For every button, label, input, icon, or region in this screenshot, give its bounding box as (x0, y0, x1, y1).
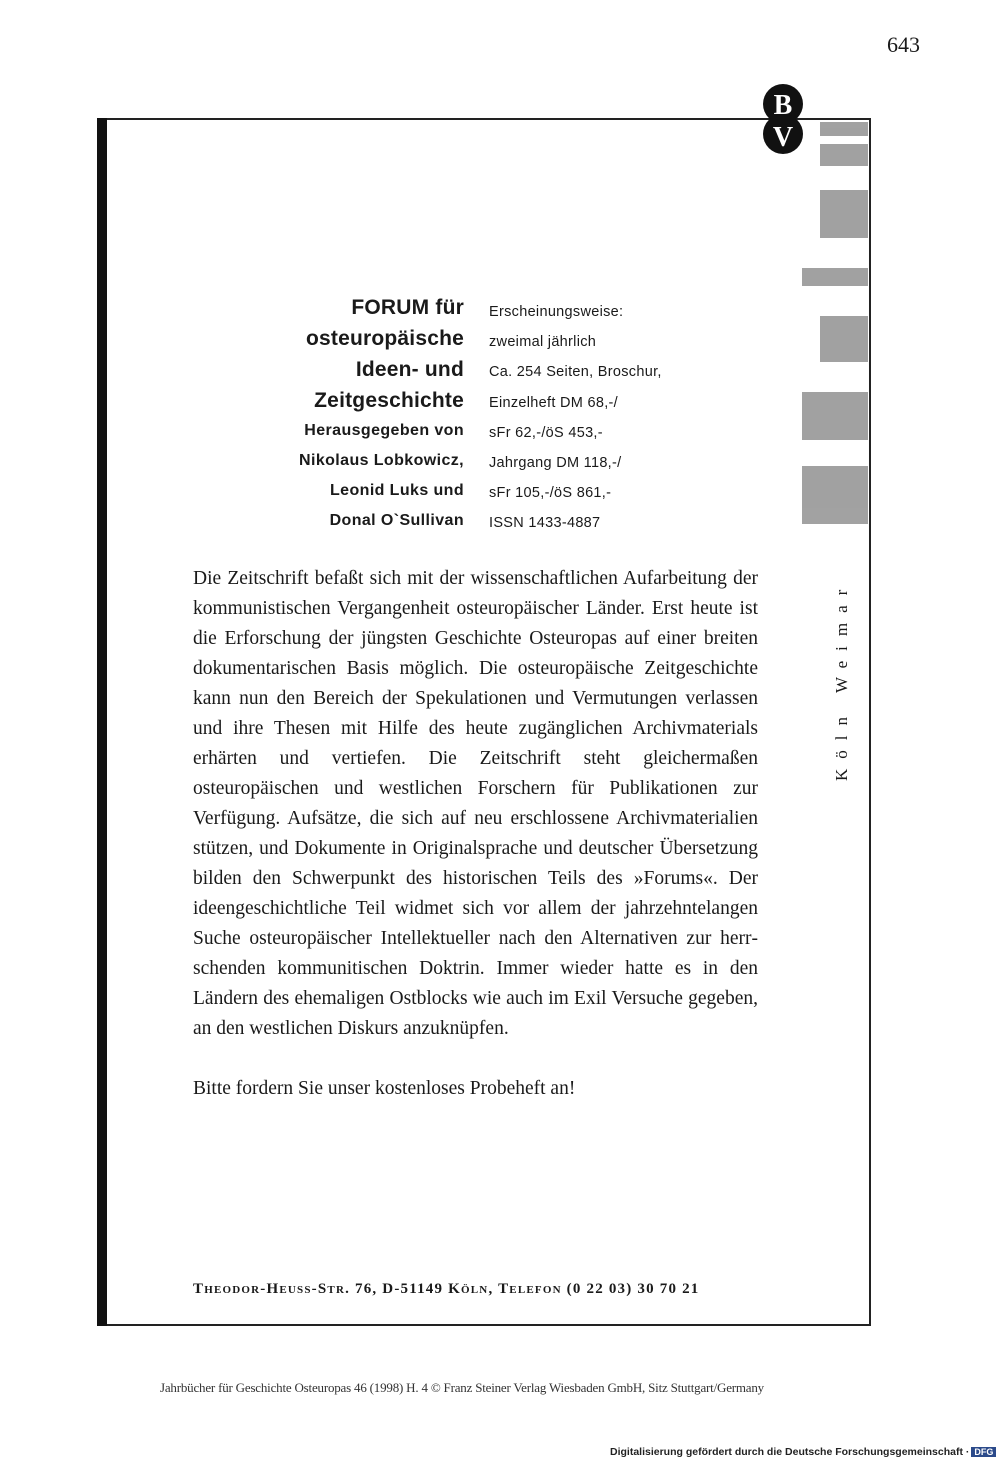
dfg-badge: DFG (971, 1447, 996, 1457)
editor-line: Leonid Luks und (330, 482, 464, 499)
detail-line: zweimal jährlich (489, 334, 597, 351)
citation-footer: Jahrbücher für Geschichte Osteuropas 46 (1998) H. 4 © Franz Steiner Verlag Wiesbaden GmbH, Sitz Stuttgart/Germany (160, 1380, 764, 1395)
editor-line: Nikolaus Lobkowicz, (299, 452, 464, 469)
publication-details (489, 297, 749, 539)
journal-title-line: Ideen- und (355, 358, 464, 381)
editor-line: Herausgegeben von (304, 422, 464, 439)
journal-title-line: osteuropäische (305, 327, 464, 350)
ad-frame-left-bar (97, 118, 107, 1326)
detail-line: Erscheinungsweise: (489, 304, 624, 320)
logo-letter-v: V (772, 122, 794, 153)
closing-line: Bitte fordern Sie unser kostenloses Probeheft an! (193, 1078, 576, 1099)
detail-line: sFr 105,-/öS 861,- (489, 485, 612, 502)
publisher-location-label: Köln Weimar (832, 579, 851, 781)
dfg-note (610, 1446, 1000, 1462)
detail-line: Jahrgang DM 118,-/ (489, 455, 622, 472)
publisher-address: Theodor-Heuss-Str. 76, D-51149 Köln, Telefon (0 22 03) 30 70 21 (193, 1281, 700, 1297)
page-number: 643 (887, 32, 920, 57)
journal-title-line: FORUM für (351, 296, 464, 319)
journal-header (210, 292, 464, 536)
dfg-text: Digitalisierung gefördert durch die Deutsche Forschungsgemeinschaft · (610, 1446, 970, 1458)
editor-line: Donal O`Sullivan (329, 512, 464, 529)
detail-line: Ca. 254 Seiten, Broschur, (489, 364, 662, 381)
journal-title-line: Zeitgeschichte (314, 389, 464, 412)
body-text (193, 564, 758, 1104)
logo-letter-b: B (773, 90, 793, 121)
detail-line: Einzelheft DM 68,-/ (489, 394, 618, 411)
description-paragraph: Die Zeitschrift befaßt sich mit der wissenschaftlichen Aufarbeitung der kommunistischen Vergangenheit osteuropäischer Länder. Erst heute ist die Erforschung der jüngsten Geschichte Osteuropas auf einer breiten dokumentarischen Basis möglich. Die osteuropäische Zeitgeschichte kann nun den Bereich der Spekulationen und Vermutungen verlassen und ihre Thesen mit Hilfe des heute zugänglichen Archivmaterials erhärten und vertiefen. Die Zeitschrift steht gleichermaßen osteuropäischen und westlichen Forschern für Publikationen zur Verfügung. Aufsätze, die sich auf neu erschlossene Archivmaterialien stützen, und Dokumente in Originalsprache und deutscher Übersetzung bilden den Schwerpunkt des historischen Teils des »Forums«. Der ideengeschichtliche Teil widmet sich vor allem der jahrzehntelangen Suche osteuropäischer Intellektueller nach den Alternativen zur herrschenden kommunitischen Doktrin. Immer wieder hatte es in den Ländern des ehemaligen Ostblocks wie auch im Exil Versuche gegeben, an den westlichen Diskurs anzuknüpfen. (193, 568, 758, 1039)
decorative-side-blocks (798, 120, 872, 540)
detail-line: sFr 62,-/öS 453,- (489, 424, 603, 441)
detail-line: ISSN 1433-4887 (489, 515, 601, 532)
